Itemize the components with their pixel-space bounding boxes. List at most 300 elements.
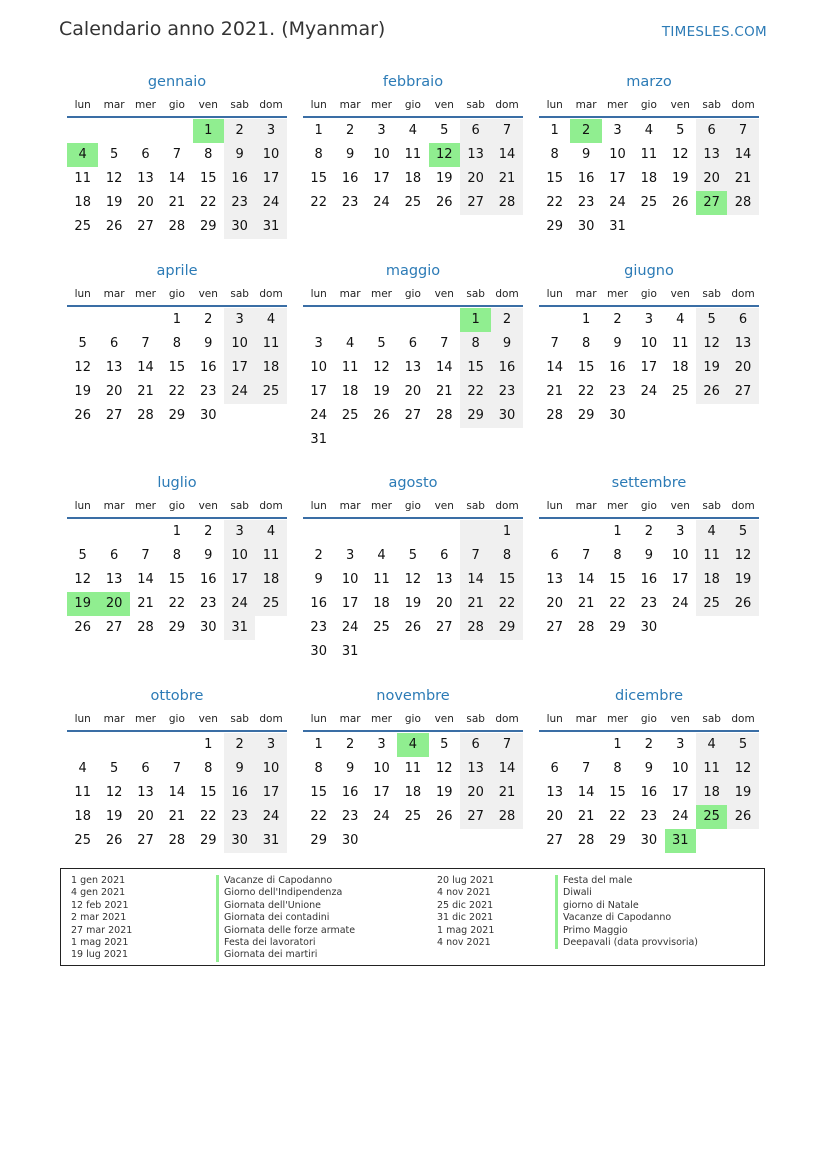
day-cell: 12 [373, 360, 390, 375]
day-cell: 6 [440, 548, 449, 563]
empty-cell [460, 520, 491, 544]
day-cell: 6 [141, 761, 150, 776]
day-cell: 11 [696, 544, 727, 568]
day-cell: 14 [460, 568, 491, 592]
weekday-label: mer [134, 288, 156, 300]
day-cell: 15 [168, 572, 186, 587]
weekday-label: lun [546, 500, 563, 512]
day-cell: 28 [168, 219, 186, 234]
day-cell: 14 [546, 360, 563, 375]
day-cell: 17 [373, 785, 390, 800]
day-cell: 11 [404, 761, 422, 776]
empty-cell [397, 520, 428, 544]
day-cell: 20 [105, 384, 123, 399]
day-cell: 25 [696, 592, 727, 616]
weekday-label: gio [640, 288, 657, 300]
month-ottobre [67, 684, 287, 853]
weekday-label: lun [310, 288, 327, 300]
day-cell: 24 [640, 384, 658, 399]
day-cell: 25 [640, 195, 658, 210]
legend-holiday-name: Festa del male [555, 875, 698, 887]
day-cell: 11 [341, 360, 359, 375]
legend-date: 20 lug 2021 [437, 875, 494, 886]
weekday-label: mar [103, 99, 125, 111]
weekday-label: dom [731, 99, 755, 111]
day-cell: 24 [671, 809, 689, 824]
weekday-label: gio [404, 713, 421, 725]
day-cell: 17 [224, 356, 255, 380]
day-cell: 30 [224, 215, 255, 239]
day-grid [303, 520, 523, 664]
day-grid [67, 520, 287, 640]
day-cell: 8 [204, 761, 213, 776]
day-cell: 19 [373, 384, 390, 399]
day-cell: 28 [137, 620, 154, 635]
empty-cell [366, 308, 397, 332]
day-cell: 10 [671, 548, 689, 563]
weekday-label: gio [404, 99, 421, 111]
day-cell: 21 [491, 167, 522, 191]
empty-cell [67, 733, 98, 757]
day-cell: 18 [640, 171, 658, 186]
legend-date: 25 dic 2021 [437, 899, 494, 911]
day-cell: 21 [137, 596, 154, 611]
day-cell: 9 [491, 332, 522, 356]
day-cell: 19 [435, 171, 453, 186]
weekday-label: dom [495, 288, 519, 300]
weekday-label: sab [702, 99, 721, 111]
day-grid [67, 308, 287, 428]
day-cell: 28 [577, 833, 595, 848]
day-cell: 16 [640, 785, 658, 800]
day-cell: 8 [172, 336, 181, 351]
day-cell: 21 [727, 167, 758, 191]
weekday-label: ven [670, 713, 690, 725]
empty-cell [570, 733, 601, 757]
day-cell: 27 [546, 833, 563, 848]
empty-cell [98, 520, 129, 544]
day-cell: 23 [199, 384, 217, 399]
day-cell: 8 [550, 147, 559, 162]
day-cell: 3 [314, 336, 323, 351]
day-cell: 15 [199, 171, 217, 186]
day-cell: 31 [341, 644, 359, 659]
day-cell: 26 [105, 219, 123, 234]
day-cell: 19 [727, 568, 758, 592]
weekday-label: lun [546, 288, 563, 300]
weekday-label: gio [168, 500, 185, 512]
day-cell: 13 [404, 360, 422, 375]
day-cell: 9 [345, 147, 355, 162]
day-cell: 8 [314, 761, 323, 776]
day-cell: 23 [640, 809, 658, 824]
day-cell: 14 [168, 171, 186, 186]
day-cell: 1 [613, 524, 622, 539]
day-cell: 10 [255, 143, 286, 167]
day-cell: 24 [609, 195, 626, 210]
empty-cell [130, 733, 161, 757]
holiday-cell: 31 [665, 829, 696, 853]
empty-cell [539, 520, 570, 544]
weekday-label: mar [339, 713, 361, 725]
day-cell: 29 [199, 833, 217, 848]
weekday-header [303, 94, 523, 118]
day-cell: 29 [609, 620, 626, 635]
legend-date: 4 nov 2021 [437, 887, 491, 899]
day-cell: 4 [255, 520, 286, 544]
day-cell: 14 [137, 572, 154, 587]
day-grid [539, 520, 759, 640]
legend-date: 1 gen 2021 [71, 875, 126, 886]
day-cell: 23 [199, 596, 217, 611]
weekday-label: gio [404, 500, 421, 512]
day-cell: 1 [172, 312, 181, 327]
day-cell: 14 [577, 572, 595, 587]
empty-cell [98, 733, 129, 757]
day-cell: 6 [550, 548, 559, 563]
day-cell: 15 [199, 785, 217, 800]
day-cell: 2 [613, 312, 622, 327]
weekday-label: mar [575, 99, 597, 111]
weekday-label: dom [259, 288, 283, 300]
month-title: ottobre [150, 688, 204, 704]
weekday-label: mer [134, 713, 156, 725]
day-cell: 22 [310, 195, 327, 210]
day-cell: 5 [440, 123, 449, 138]
day-cell: 6 [460, 119, 491, 143]
legend-holiday-name: Festa dei lavoratori [216, 937, 355, 949]
day-cell: 13 [105, 572, 123, 587]
day-cell: 22 [310, 809, 327, 824]
day-cell: 16 [310, 596, 327, 611]
day-cell: 20 [404, 384, 422, 399]
day-cell: 7 [491, 119, 522, 143]
day-cell: 26 [74, 408, 91, 423]
weekday-header [303, 708, 523, 732]
day-cell: 20 [727, 356, 758, 380]
weekday-label: sab [466, 288, 485, 300]
weekday-label: dom [731, 713, 755, 725]
day-cell: 28 [435, 408, 453, 423]
day-cell: 8 [613, 761, 622, 776]
day-cell: 26 [404, 620, 422, 635]
weekday-label: dom [731, 288, 755, 300]
day-cell: 25 [255, 380, 286, 404]
day-grid [67, 119, 287, 239]
day-cell: 15 [609, 785, 626, 800]
weekday-label: ven [670, 500, 690, 512]
legend-date: 1 mag 2021 [437, 924, 495, 936]
weekday-label: sab [702, 713, 721, 725]
holiday-cell: 20 [98, 592, 129, 616]
weekday-header [303, 495, 523, 519]
weekday-label: gio [640, 713, 657, 725]
day-cell: 27 [137, 219, 154, 234]
day-cell: 30 [609, 408, 626, 423]
day-cell: 27 [137, 833, 154, 848]
day-grid [539, 119, 759, 239]
day-cell: 11 [74, 785, 91, 800]
day-cell: 13 [435, 572, 453, 587]
weekday-header [539, 495, 759, 519]
weekday-label: mer [134, 500, 156, 512]
day-cell: 24 [255, 805, 286, 829]
month-title: dicembre [614, 688, 684, 704]
day-cell: 28 [577, 620, 595, 635]
weekday-label: mar [339, 288, 361, 300]
legend-date: 1 mag 2021 [71, 936, 129, 948]
day-cell: 25 [404, 809, 422, 824]
day-cell: 19 [727, 781, 758, 805]
day-cell: 6 [727, 308, 758, 332]
day-cell: 30 [640, 833, 658, 848]
day-cell: 11 [373, 572, 390, 587]
day-cell: 21 [577, 809, 595, 824]
day-cell: 16 [199, 572, 217, 587]
day-cell: 22 [546, 195, 563, 210]
page-title: Calendario anno 2021. (Myanmar) [59, 18, 386, 40]
day-cell: 23 [341, 809, 359, 824]
weekday-label: dom [495, 99, 519, 111]
legend-date: 12 feb 2021 [71, 899, 129, 911]
month-gennaio [67, 70, 287, 239]
day-cell: 4 [696, 733, 727, 757]
day-cell: 7 [141, 336, 150, 351]
brand-link[interactable]: TIMESLES.COM [661, 24, 767, 40]
weekday-label: gio [404, 288, 421, 300]
day-cell: 24 [310, 408, 327, 423]
holiday-cell: 2 [570, 119, 601, 143]
day-cell: 5 [440, 737, 449, 752]
weekday-label: sab [702, 500, 721, 512]
day-cell: 21 [577, 596, 595, 611]
day-cell: 27 [460, 805, 491, 829]
day-cell: 8 [491, 544, 522, 568]
day-cell: 6 [109, 548, 119, 563]
day-cell: 30 [310, 644, 327, 659]
day-cell: 25 [404, 195, 422, 210]
weekday-label: sab [466, 99, 485, 111]
weekday-label: sab [230, 99, 249, 111]
day-cell: 22 [491, 592, 522, 616]
legend-date: 31 dic 2021 [437, 912, 494, 924]
day-cell: 21 [168, 195, 186, 210]
day-cell: 11 [74, 171, 91, 186]
day-cell: 30 [199, 620, 217, 635]
weekday-label: mer [606, 99, 628, 111]
month-aprile [67, 259, 287, 428]
day-cell: 24 [255, 191, 286, 215]
legend-holiday-name: Giorno dell'Indipendenza [216, 887, 355, 899]
day-cell: 21 [137, 384, 154, 399]
day-cell: 5 [377, 336, 386, 351]
weekday-label: ven [198, 99, 218, 111]
day-cell: 12 [435, 761, 453, 776]
day-cell: 3 [224, 520, 255, 544]
empty-cell [366, 520, 397, 544]
day-cell: 30 [199, 408, 217, 423]
day-cell: 28 [491, 191, 522, 215]
day-cell: 3 [224, 308, 255, 332]
day-cell: 15 [168, 360, 186, 375]
day-cell: 6 [550, 761, 559, 776]
legend-date: 27 mar 2021 [71, 924, 133, 936]
day-cell: 21 [168, 809, 186, 824]
weekday-label: dom [731, 500, 755, 512]
day-cell: 3 [377, 123, 386, 138]
legend-holiday-name: Vacanze di Capodanno [216, 875, 355, 887]
day-cell: 18 [671, 360, 689, 375]
weekday-label: lun [74, 713, 91, 725]
day-cell: 16 [224, 781, 255, 805]
month-title: gennaio [147, 74, 207, 90]
empty-cell [161, 119, 192, 143]
day-cell: 16 [224, 167, 255, 191]
month-agosto [303, 471, 523, 664]
day-cell: 30 [577, 219, 595, 234]
day-cell: 29 [168, 620, 186, 635]
day-cell: 22 [168, 596, 186, 611]
day-cell: 14 [168, 785, 186, 800]
weekday-header [539, 94, 759, 118]
day-cell: 10 [310, 360, 327, 375]
day-cell: 2 [644, 524, 653, 539]
empty-cell [98, 308, 129, 332]
day-cell: 22 [199, 809, 217, 824]
day-cell: 27 [105, 408, 123, 423]
day-cell: 26 [373, 408, 390, 423]
day-cell: 23 [577, 195, 595, 210]
day-cell: 17 [255, 167, 286, 191]
day-cell: 20 [137, 809, 154, 824]
weekday-label: mer [370, 288, 392, 300]
day-grid [67, 733, 287, 853]
weekday-header [303, 283, 523, 307]
day-cell: 4 [676, 312, 685, 327]
day-cell: 24 [373, 195, 390, 210]
day-cell: 13 [546, 785, 563, 800]
weekday-label: ven [434, 713, 454, 725]
day-cell: 8 [314, 147, 323, 162]
day-cell: 14 [137, 360, 154, 375]
weekday-label: mer [370, 99, 392, 111]
day-cell: 12 [727, 544, 758, 568]
day-cell: 18 [696, 568, 727, 592]
day-cell: 9 [345, 761, 355, 776]
day-cell: 2 [644, 737, 653, 752]
legend-holiday-name: giorno di Natale [555, 900, 698, 912]
day-cell: 3 [676, 737, 685, 752]
day-cell: 9 [224, 143, 255, 167]
day-cell: 11 [640, 147, 658, 162]
day-cell: 9 [644, 548, 653, 563]
day-cell: 18 [74, 195, 91, 210]
day-cell: 7 [581, 548, 591, 563]
empty-cell [539, 308, 570, 332]
day-cell: 19 [435, 785, 453, 800]
day-cell: 11 [404, 147, 422, 162]
day-cell: 1 [613, 737, 622, 752]
empty-cell [67, 308, 98, 332]
day-cell: 7 [440, 336, 449, 351]
day-cell: 20 [546, 596, 563, 611]
month-title: novembre [376, 688, 450, 704]
day-cell: 21 [460, 592, 491, 616]
day-cell: 9 [204, 548, 213, 563]
day-cell: 21 [435, 384, 453, 399]
day-cell: 18 [255, 568, 286, 592]
empty-cell [130, 119, 161, 143]
day-cell: 7 [550, 336, 559, 351]
day-cell: 15 [310, 785, 327, 800]
weekday-label: mer [606, 713, 628, 725]
day-cell: 25 [671, 384, 689, 399]
holiday-cell: 19 [67, 592, 98, 616]
day-cell: 2 [204, 312, 213, 327]
day-cell: 24 [671, 596, 689, 611]
day-cell: 6 [696, 119, 727, 143]
day-cell: 10 [341, 572, 359, 587]
day-cell: 8 [613, 548, 622, 563]
day-cell: 26 [435, 195, 453, 210]
day-cell: 13 [546, 572, 563, 587]
day-cell: 7 [727, 119, 758, 143]
weekday-label: dom [495, 713, 519, 725]
day-cell: 12 [74, 572, 91, 587]
day-cell: 4 [644, 123, 653, 138]
weekday-label: gio [168, 99, 185, 111]
day-cell: 6 [408, 336, 417, 351]
day-cell: 2 [345, 123, 355, 138]
weekday-label: lun [546, 713, 563, 725]
empty-cell [161, 733, 192, 757]
day-cell: 12 [696, 332, 727, 356]
day-grid [539, 308, 759, 428]
legend-holiday-name: Giornata dell'Unione [216, 900, 355, 912]
day-cell: 25 [373, 620, 390, 635]
day-cell: 26 [727, 592, 758, 616]
day-cell: 10 [224, 544, 255, 568]
day-cell: 16 [577, 171, 595, 186]
weekday-label: sab [466, 500, 485, 512]
day-cell: 31 [310, 432, 327, 447]
day-cell: 18 [74, 809, 91, 824]
day-cell: 30 [341, 833, 359, 848]
day-cell: 30 [224, 829, 255, 853]
weekday-label: lun [74, 500, 91, 512]
day-cell: 19 [74, 384, 91, 399]
holiday-cell: 25 [696, 805, 727, 829]
empty-cell [130, 308, 161, 332]
day-cell: 2 [204, 524, 213, 539]
day-cell: 18 [255, 356, 286, 380]
empty-cell [67, 119, 98, 143]
weekday-label: ven [198, 500, 218, 512]
day-cell: 1 [314, 123, 323, 138]
day-cell: 6 [460, 733, 491, 757]
day-cell: 29 [546, 219, 563, 234]
weekday-label: mer [370, 500, 392, 512]
day-cell: 13 [137, 171, 154, 186]
empty-cell [539, 733, 570, 757]
day-cell: 17 [671, 572, 689, 587]
day-cell: 1 [550, 123, 559, 138]
day-cell: 18 [696, 781, 727, 805]
month-novembre [303, 684, 523, 853]
day-cell: 5 [696, 308, 727, 332]
day-cell: 21 [491, 781, 522, 805]
day-cell: 20 [546, 809, 563, 824]
